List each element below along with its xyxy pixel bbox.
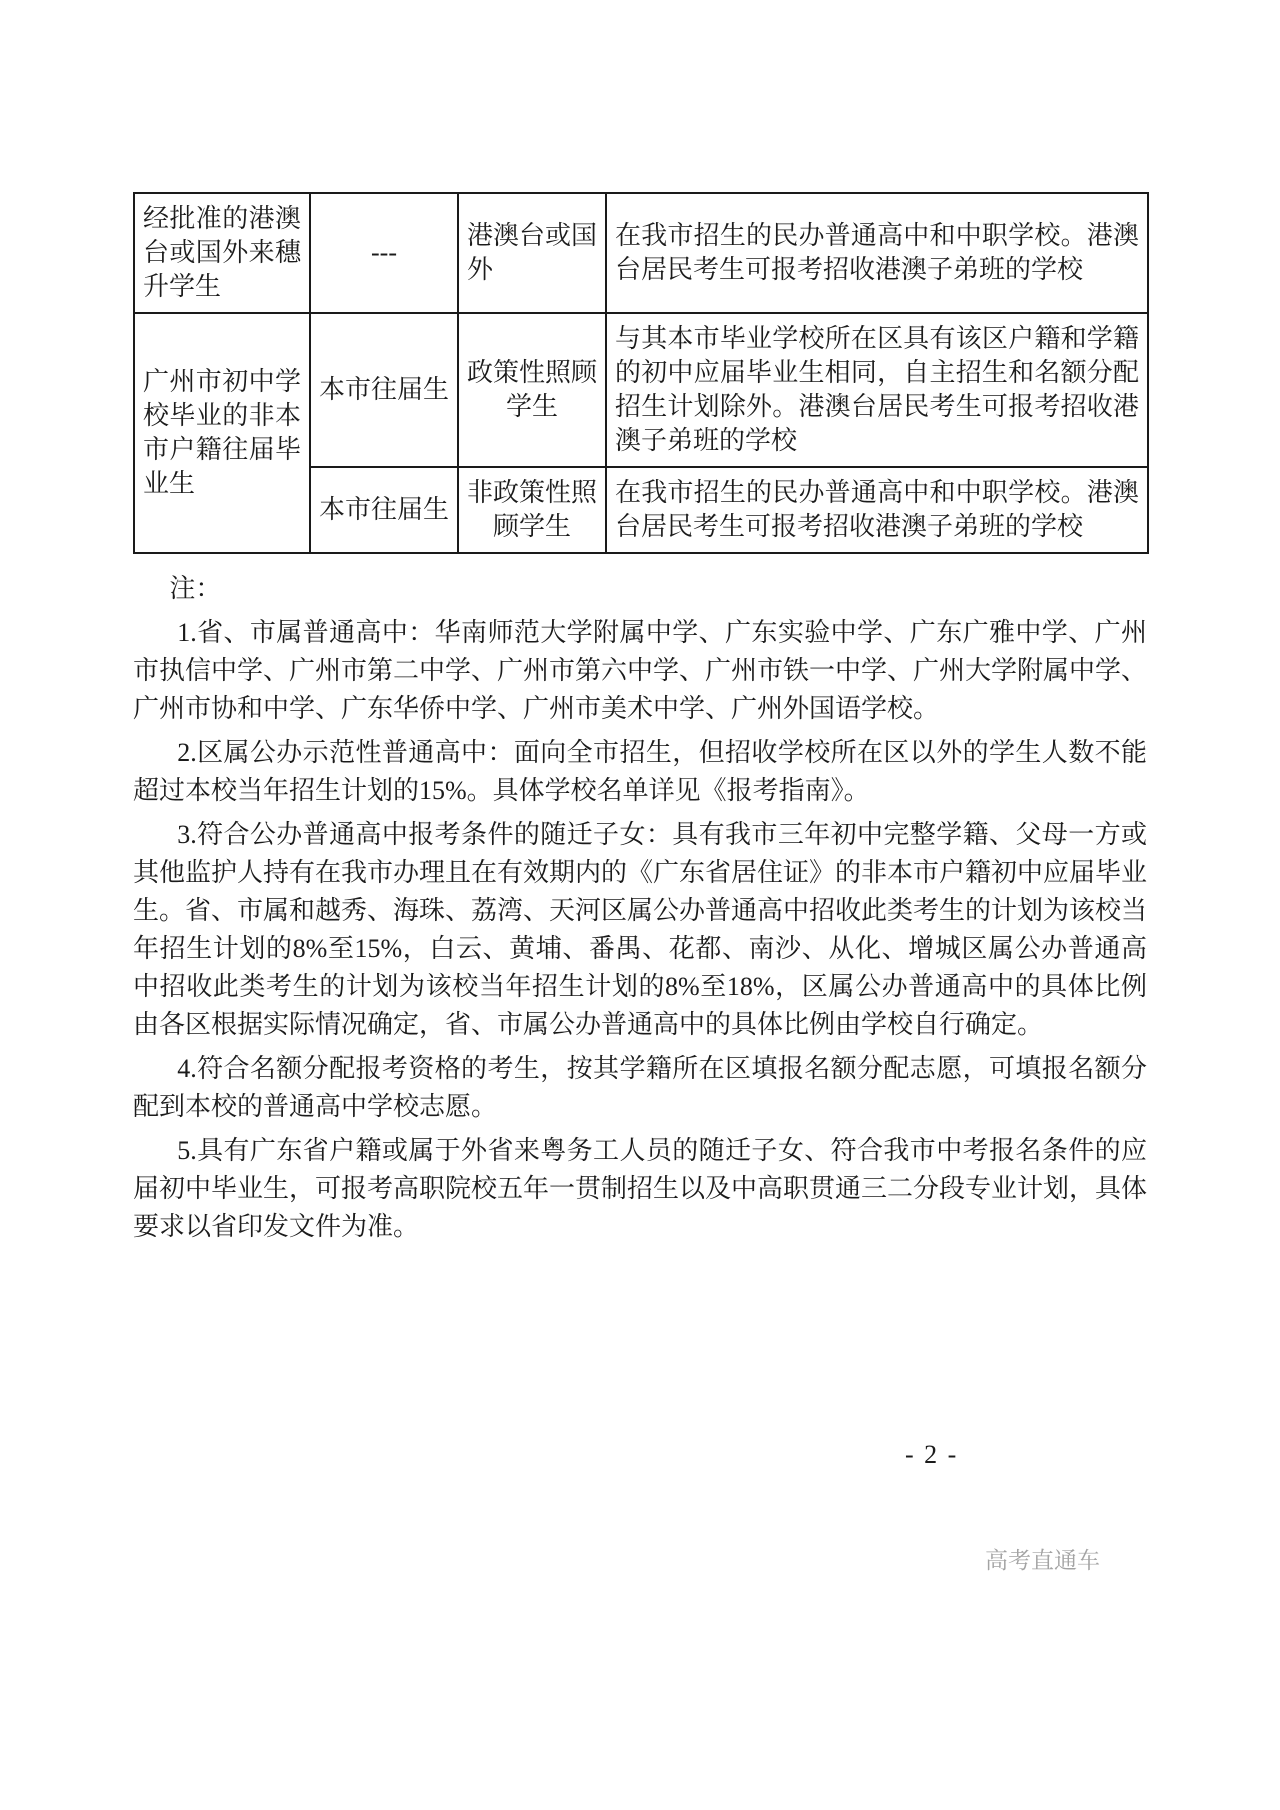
cell-admission-category: 政策性照顾学生 [458, 313, 606, 467]
page-number: - 2 - [905, 1440, 959, 1469]
notes-section [133, 570, 1147, 1246]
notes-label: 注： [169, 574, 222, 603]
cell-school-scope: 在我市招生的民办普通高中和中职学校。港澳台居民考生可报考招收港澳子弟班的学校 [606, 193, 1148, 313]
document-content [133, 192, 1147, 1246]
note-item-2: 2.区属公办示范性普通高中：面向全市招生，但招收学校所在区以外的学生人数不能超过本校当年招生计划的15%。具体学校名单详见《报考指南》。 [133, 738, 1147, 805]
cell-exam-category: --- [310, 193, 458, 313]
cell-exam-category: 本市往届生 [310, 313, 458, 467]
cell-student-type: 广州市初中学校毕业的非本市户籍往届毕业生 [134, 313, 310, 553]
watermark: 高考直通车 [985, 1547, 1100, 1573]
cell-exam-category: 本市往届生 [310, 467, 458, 553]
note-item-3: 3.符合公办普通高中报考条件的随迁子女：具有我市三年初中完整学籍、父母一方或其他监护人持有在我市办理且在有效期内的《广东省居住证》的非本市户籍初中应届毕业生。省、市属和越秀、海珠、荔湾、天河区属公办普通高中招收此类考生的计划为该校当年招生计划的8%至15%，白云、黄埔、番禺、花都、南沙、从化、增城区属公办普通高中招收此类考生的计划为该校当年招生计划的8%至18%，区属公办普通高中的具体比例由各区根据实际情况确定，省、市属公办普通高中的具体比例由学校自行确定。 [133, 820, 1148, 1039]
note-item-5: 5.具有广东省户籍或属于外省来粤务工人员的随迁子女、符合我市中考报名条件的应届初中毕业生，可报考高职院校五年一贯制招生以及中高职贯通三二分段专业计划，具体要求以省印发文件为准。 [133, 1136, 1148, 1241]
note-item-1: 1.省、市属普通高中：华南师范大学附属中学、广东实验中学、广东广雅中学、广州市执信中学、广州市第二中学、广州市第六中学、广州市铁一中学、广州大学附属中学、广州市协和中学、广东华侨中学、广州市美术中学、广州外国语学校。 [133, 618, 1148, 723]
note-item-4: 4.符合名额分配报考资格的考生，按其学籍所在区填报名额分配志愿，可填报名额分配到本校的普通高中学校志愿。 [133, 1054, 1147, 1121]
cell-admission-category: 港澳台或国外 [458, 193, 606, 313]
enrollment-table [133, 192, 1149, 554]
cell-admission-category: 非政策性照顾学生 [458, 467, 606, 553]
table-row-nonlocal-former-policy [134, 313, 1148, 467]
table-row-hk-macao-overseas [134, 193, 1148, 313]
cell-school-scope: 与其本市毕业学校所在区具有该区户籍和学籍的初中应届毕业生相同，自主招生和名额分配招生计划除外。港澳台居民考生可报考招收港澳子弟班的学校 [606, 313, 1148, 467]
cell-student-type: 经批准的港澳台或国外来穗升学生 [134, 193, 310, 313]
cell-school-scope: 在我市招生的民办普通高中和中职学校。港澳台居民考生可报考招收港澳子弟班的学校 [606, 467, 1148, 553]
